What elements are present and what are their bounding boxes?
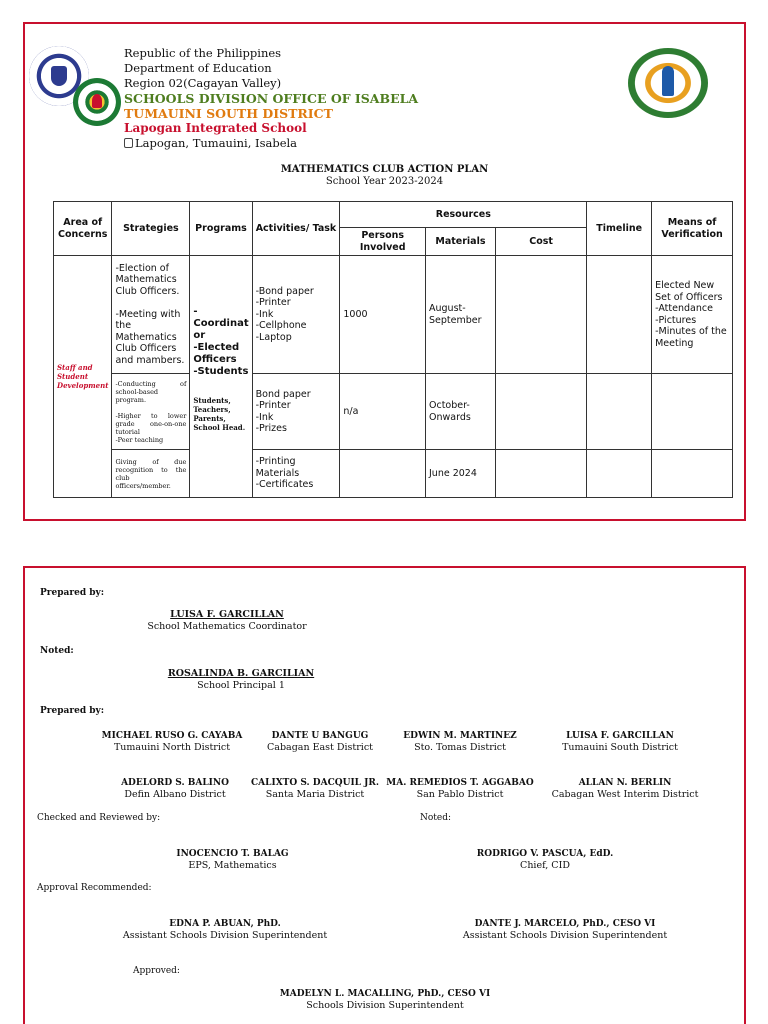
district-coordinator bbox=[375, 777, 545, 801]
asds1-title: Assistant Schools Division Superintendent bbox=[122, 930, 328, 941]
program-sub-text: Students, Teachers, Parents, School Head. bbox=[193, 396, 246, 432]
materials-cell: June 2024 bbox=[426, 450, 496, 498]
letterhead-division: SCHOOLS DIVISION OFFICE OF ISABELA bbox=[124, 91, 419, 106]
district-coordinator bbox=[87, 730, 257, 754]
cid-name: RODRIGO V. PASCUA, EdD. bbox=[476, 849, 614, 859]
letterhead-republic: Republic of the Philippines bbox=[124, 46, 282, 60]
eps-signature bbox=[145, 848, 320, 872]
persons-cell: n/a bbox=[340, 374, 426, 450]
persons-cell: 1000 bbox=[340, 256, 426, 374]
action-plan-page bbox=[23, 22, 746, 521]
means-cell: Elected New Set of Officers -Attendance -Pictures -Minutes of the Meeting bbox=[652, 256, 733, 374]
cost-cell bbox=[495, 450, 586, 498]
cid-signature bbox=[455, 848, 635, 872]
timeline-cell bbox=[587, 374, 652, 450]
cost-cell bbox=[495, 256, 586, 374]
activities-cell: -Printing Materials -Certificates bbox=[252, 450, 340, 498]
letterhead-department: Department of Education bbox=[124, 61, 272, 75]
sdo-isabela-seal-logo bbox=[73, 78, 121, 126]
header-strategies: Strategies bbox=[112, 202, 190, 256]
header-means-of-verification: Means of Verification bbox=[652, 202, 733, 256]
prepared-by-label-2: Prepared by: bbox=[40, 706, 105, 716]
cost-cell bbox=[495, 374, 586, 450]
header-timeline: Timeline bbox=[587, 202, 652, 256]
activities-cell: Bond paper -Printer -Ink -Prizes bbox=[252, 374, 340, 450]
sds-title: Schools Division Superintendent bbox=[306, 1000, 464, 1011]
noted-label: Noted: bbox=[40, 646, 74, 656]
letterhead-district: TUMAUINI SOUTH DISTRICT bbox=[124, 106, 333, 121]
district-name: Cabagan West Interim District bbox=[551, 789, 699, 800]
sds-signature bbox=[245, 988, 525, 1012]
eps-title: EPS, Mathematics bbox=[188, 860, 277, 871]
district-coordinator bbox=[245, 730, 395, 754]
coordinator-name: ADELORD S. BALINO bbox=[121, 778, 229, 788]
materials-cell: August- September bbox=[426, 256, 496, 374]
sds-name: MADELYN L. MACALLING, PhD., CESO VI bbox=[279, 989, 491, 999]
principal-title: School Principal 1 bbox=[197, 680, 285, 691]
document-title bbox=[25, 164, 744, 188]
means-cell bbox=[652, 450, 733, 498]
prepared-by-label: Prepared by: bbox=[40, 588, 105, 598]
coordinator-name: MICHAEL RUSO G. CAYABA bbox=[101, 731, 243, 741]
principal-signature bbox=[131, 668, 351, 692]
coordinator-signature bbox=[121, 609, 333, 633]
district-name: Defin Albano District bbox=[124, 789, 226, 800]
materials-cell: October- Onwards bbox=[426, 374, 496, 450]
letterhead-school: Lapogan Integrated School bbox=[124, 121, 307, 135]
header-resources: Resources bbox=[340, 202, 587, 228]
district-name: San Pablo District bbox=[416, 789, 504, 800]
coordinator-name: EDWIN M. MARTINEZ bbox=[403, 731, 517, 741]
strategies-cell: Giving of due recognition to the club officers/member. bbox=[112, 450, 190, 498]
programs-cell bbox=[190, 256, 252, 498]
timeline-cell bbox=[587, 256, 652, 374]
district-coordinator bbox=[540, 777, 710, 801]
coordinator-name: LUISA F. GARCILLAN bbox=[566, 731, 674, 741]
district-coordinator bbox=[535, 730, 705, 754]
area-of-concern-cell: Staff and Student Development bbox=[54, 256, 112, 498]
district-name: Tumauini South District bbox=[562, 742, 678, 753]
coordinator-title: School Mathematics Coordinator bbox=[147, 621, 307, 632]
eps-name: INOCENCIO T. BALAG bbox=[176, 849, 289, 859]
approval-recommended-label: Approval Recommended: bbox=[37, 883, 152, 893]
table-row bbox=[54, 450, 733, 498]
cid-title: Chief, CID bbox=[520, 860, 570, 871]
school-year: School Year 2023-2024 bbox=[325, 176, 444, 187]
approved-label: Approved: bbox=[133, 966, 180, 976]
district-name: Santa Maria District bbox=[265, 789, 365, 800]
action-plan-table bbox=[53, 201, 733, 498]
coordinator-name: ALLAN N. BERLIN bbox=[578, 778, 672, 788]
asds1-signature bbox=[105, 918, 345, 942]
noted-label-2: Noted: bbox=[420, 813, 452, 823]
checked-reviewed-label: Checked and Reviewed by: bbox=[37, 813, 161, 823]
letterhead-region: Region 02(Cagayan Valley) bbox=[124, 76, 282, 90]
coordinator-name: MA. REMEDIOS T. AGGABAO bbox=[386, 778, 534, 788]
district-coordinator bbox=[385, 730, 535, 754]
header-persons-involved: Persons Involved bbox=[340, 228, 426, 256]
district-name: Tumauini North District bbox=[113, 742, 231, 753]
address-text: Lapogan, Tumauini, Isabela bbox=[135, 136, 298, 150]
strategies-cell: -Conducting of school-based program. -Higher to lower grade one-on-one tutorial -Peer teaching bbox=[112, 374, 190, 450]
asds1-name: EDNA P. ABUAN, PhD. bbox=[169, 919, 281, 929]
plan-title: MATHEMATICS CLUB ACTION PLAN bbox=[280, 164, 489, 175]
activities-cell: -Bond paper -Printer -Ink -Cellphone -Laptop bbox=[252, 256, 340, 374]
asds2-name: DANTE J. MARCELO, PhD., CESO VI bbox=[474, 919, 656, 929]
table-row bbox=[54, 374, 733, 450]
persons-cell bbox=[340, 450, 426, 498]
district-name: Sto. Tomas District bbox=[414, 742, 506, 753]
coordinator-name: CALIXTO S. DACQUIL JR. bbox=[251, 778, 379, 788]
timeline-cell bbox=[587, 450, 652, 498]
school-seal-logo bbox=[628, 48, 708, 118]
coordinator-name: DANTE U BANGUG bbox=[271, 731, 369, 741]
header-materials: Materials bbox=[426, 228, 496, 256]
header-activities: Activities/ Task bbox=[252, 202, 340, 256]
location-icon bbox=[124, 138, 133, 148]
program-main-text: - Coordinat or -Elected Officers -Students bbox=[193, 306, 249, 377]
means-cell bbox=[652, 374, 733, 450]
header-programs: Programs bbox=[190, 202, 252, 256]
letterhead-address bbox=[124, 136, 418, 151]
table-row bbox=[54, 256, 733, 374]
strategies-cell: -Election of Mathematics Club Officers. -Meeting with the Mathematics Club Officers and mambers. bbox=[112, 256, 190, 374]
header-cost: Cost bbox=[495, 228, 586, 256]
header-area-of-concerns: Area of Concerns bbox=[54, 202, 112, 256]
asds2-signature bbox=[445, 918, 685, 942]
letterhead bbox=[124, 46, 418, 151]
principal-name: ROSALINDA B. GARCILIAN bbox=[167, 668, 315, 679]
signatories-page bbox=[23, 566, 746, 1024]
coordinator-name: LUISA F. GARCILLAN bbox=[170, 609, 284, 620]
district-name: Cabagan East District bbox=[267, 742, 373, 753]
asds2-title: Assistant Schools Division Superintendent bbox=[462, 930, 668, 941]
